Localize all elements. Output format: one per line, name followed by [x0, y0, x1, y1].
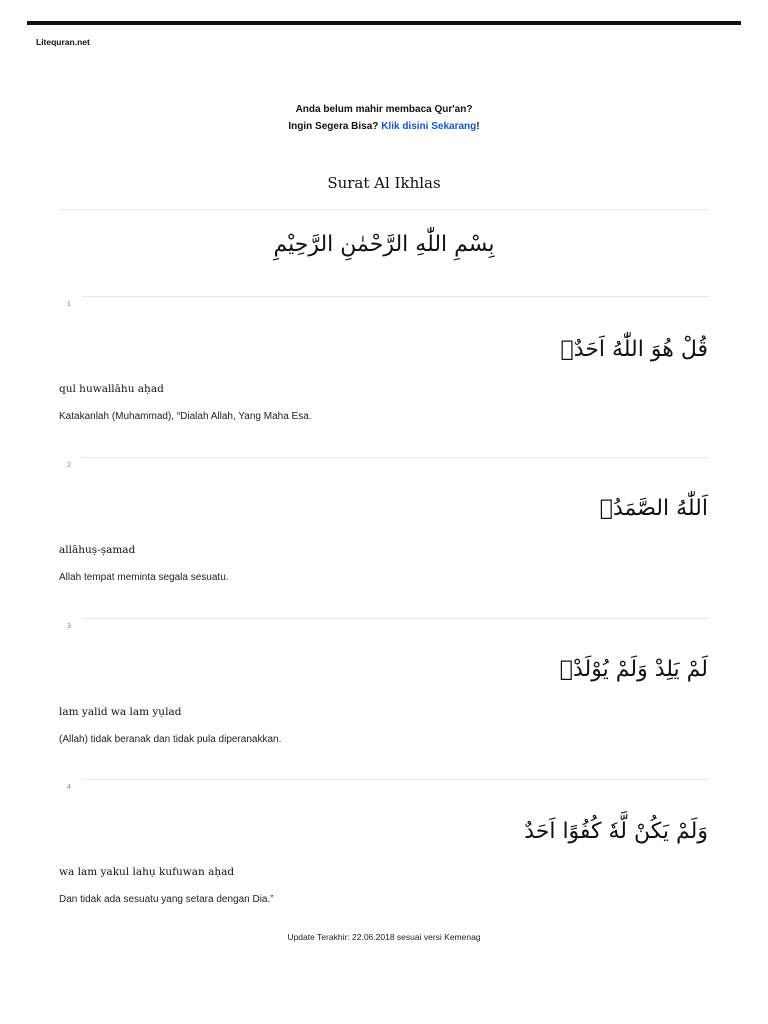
verse-transliteration: allāhuṣ-ṣamad [59, 544, 136, 556]
verse-arabic: قُلْ هُوَ اللّٰهُ اَحَدٌۚ [560, 337, 708, 362]
verse-number: 4 [67, 784, 71, 791]
verse-arabic: اَللّٰهُ الصَّمَدُۚ [599, 496, 708, 521]
verse-translation: Katakanlah (Muhammad), “Dialah Allah, Yang Maha Esa. [59, 411, 312, 422]
verse-transliteration: lam yalid wa lam yụlad [59, 706, 182, 718]
verse-translation: Allah tempat meminta segala sesuatu. [59, 572, 229, 583]
promo-line-2-prefix: Ingin Segera Bisa? [288, 121, 382, 132]
promo-line-2 [0, 118, 768, 135]
verse-arabic: وَلَمْ يَكُنْ لَّهٗ كُفُوًا اَحَدٌ [524, 819, 708, 844]
verse-transliteration: wa lam yakul lahụ kufuwan aḥad [59, 866, 235, 878]
verse-number: 2 [67, 462, 71, 469]
verse-number: 3 [67, 623, 71, 630]
verse-divider [82, 618, 709, 619]
footer-update-note: Update Terakhir: 22.06.2018 sesuai versi Kemenag [287, 932, 481, 942]
verse-translation: (Allah) tidak beranak dan tidak pula diperanakkan. [59, 734, 282, 745]
promo-line-1: Anda belum mahir membaca Qur'an? [295, 104, 473, 115]
verse-arabic: لَمْ يَلِدْ وَلَمْ يُوْلَدْۙ [559, 657, 708, 682]
page-title: Surat Al Ikhlas [327, 174, 441, 192]
promo-link[interactable]: Klik disini Sekarang [381, 121, 477, 132]
verse-divider [82, 457, 709, 458]
bismillah-text: بِسْمِ اللّٰهِ الرَّحْمٰنِ الرَّحِيْمِ [273, 232, 495, 257]
promo-banner [0, 101, 768, 135]
promo-line-2-suffix: ! [476, 121, 480, 132]
verse-divider [82, 296, 709, 297]
top-divider-bar [27, 21, 741, 25]
verse-transliteration: qul huwallāhu aḥad [59, 383, 164, 395]
verse-divider [82, 779, 709, 780]
verse-translation: Dan tidak ada sesuatu yang setara dengan Dia.” [59, 894, 274, 905]
verse-number: 1 [67, 301, 71, 308]
site-name: Litequran.net [36, 37, 90, 47]
title-divider [59, 209, 709, 210]
